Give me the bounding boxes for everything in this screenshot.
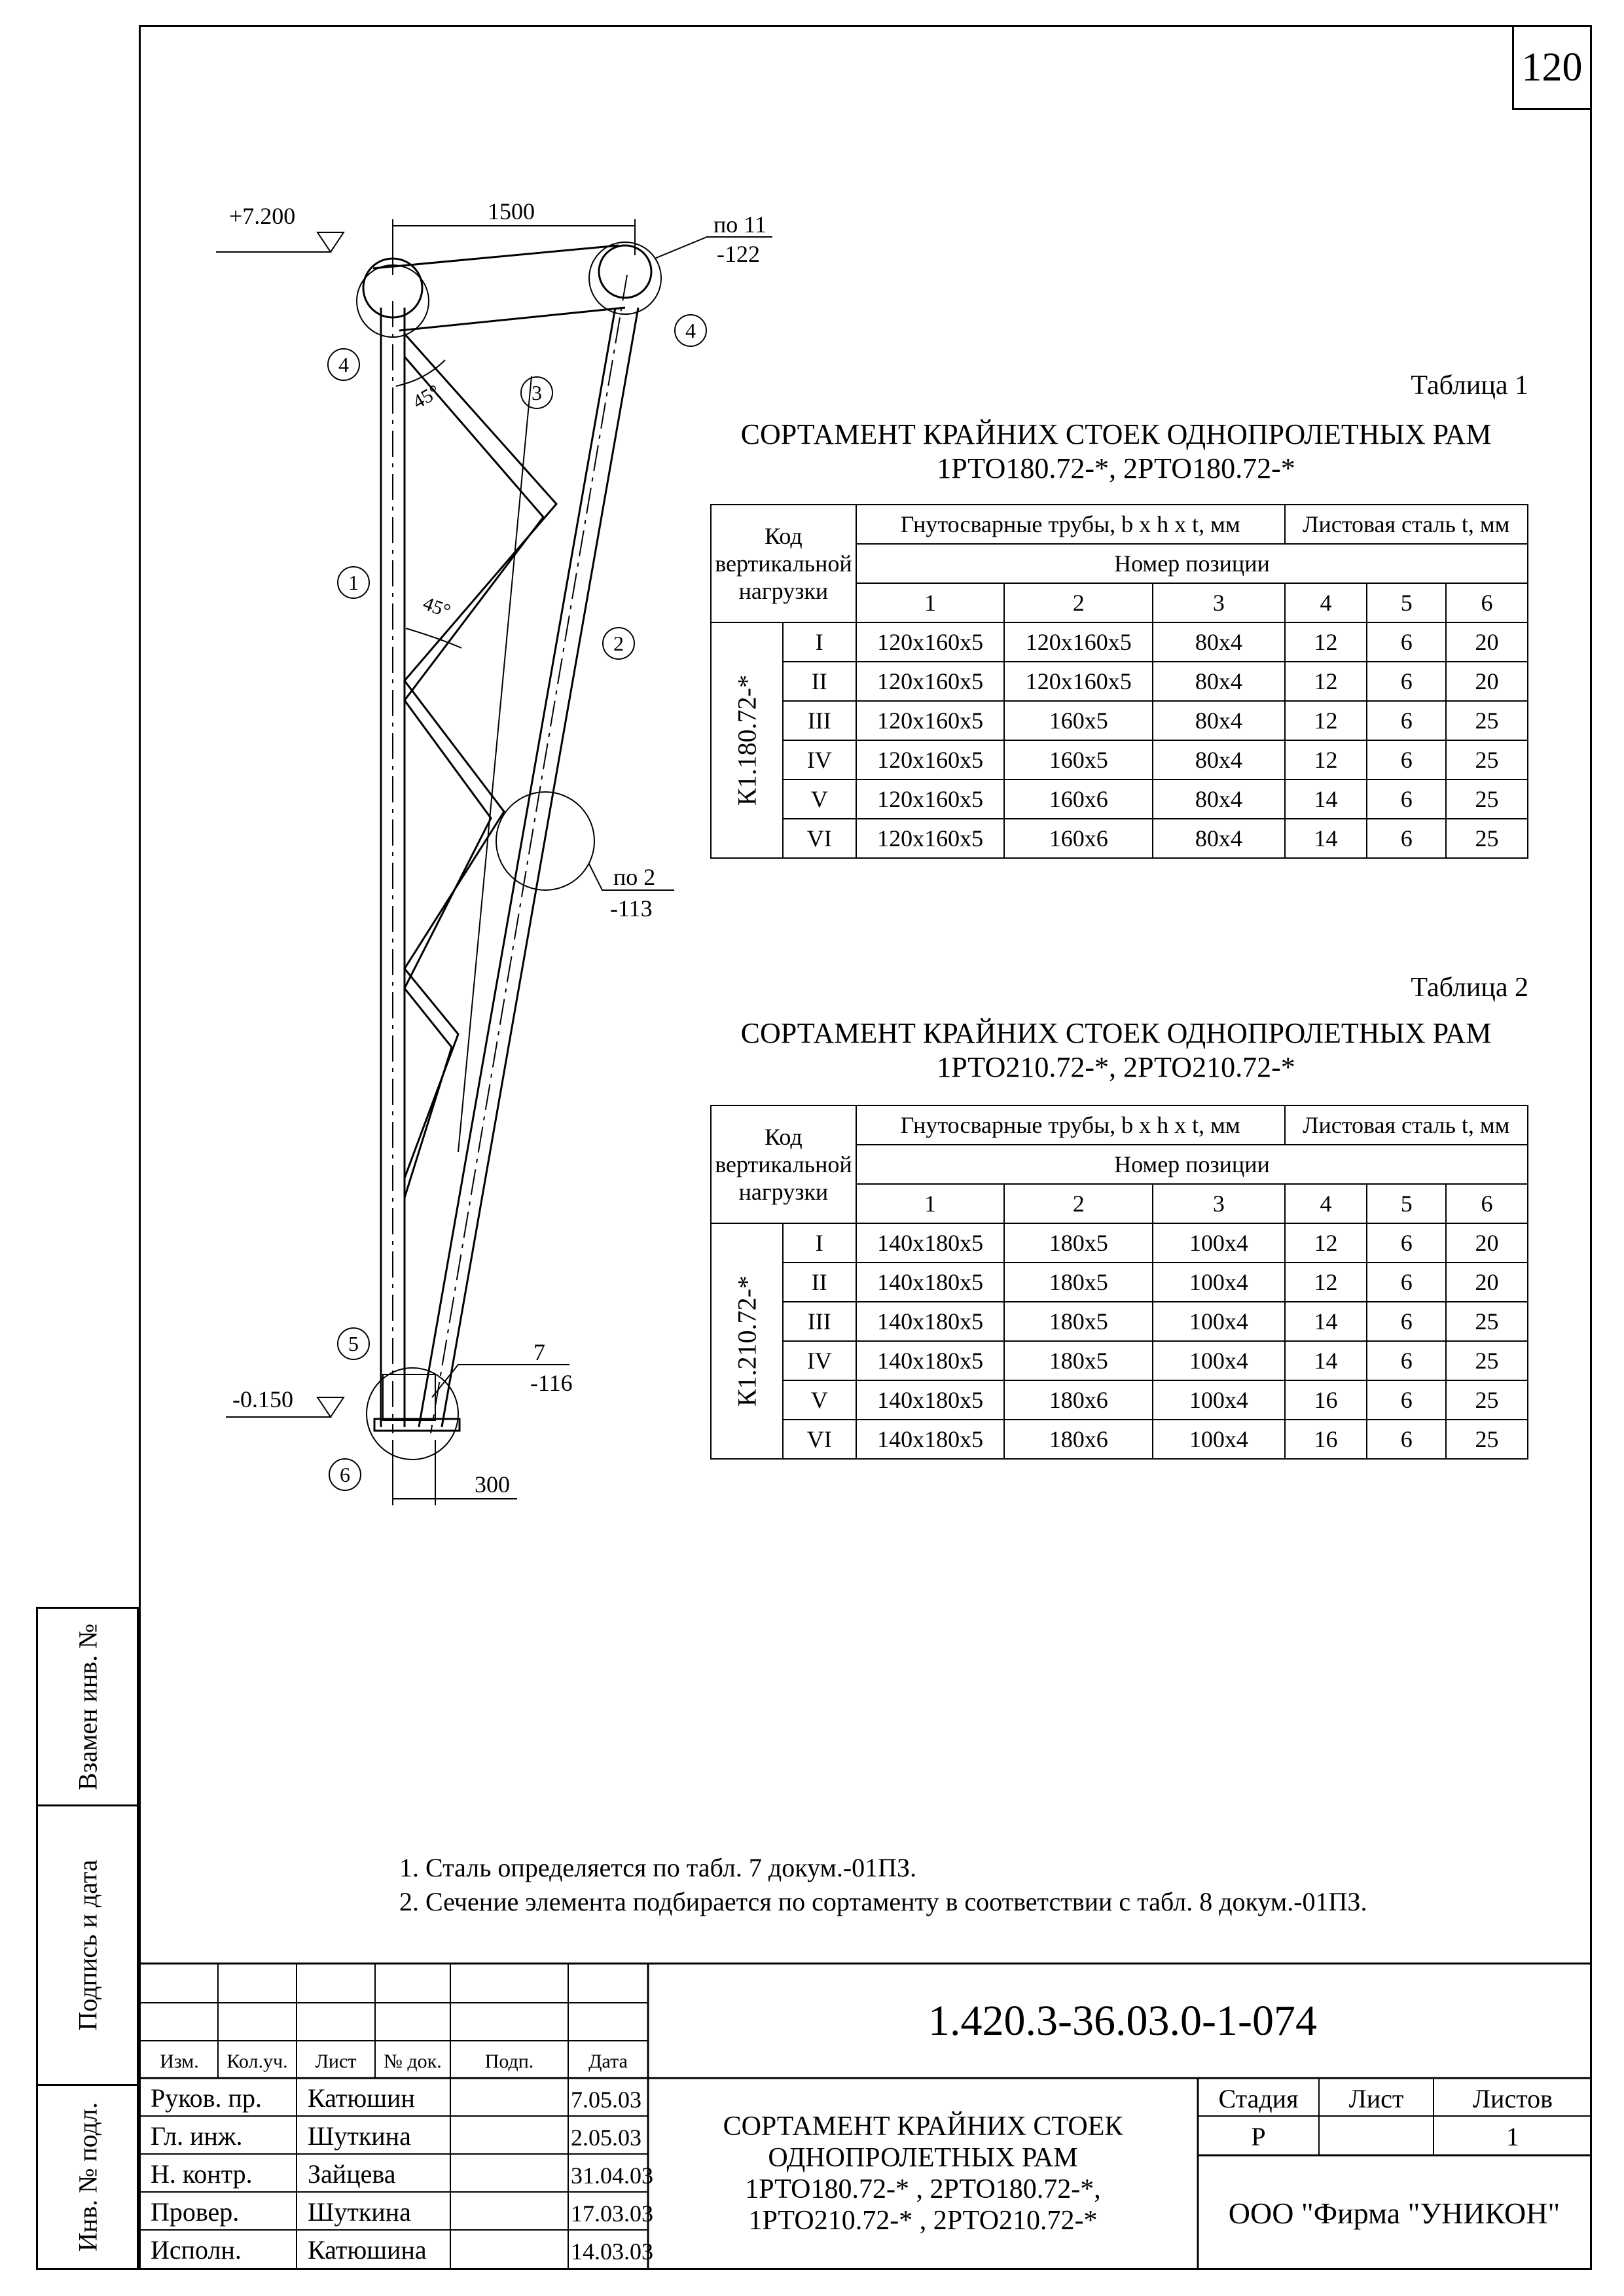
table-cell: 20 <box>1446 622 1528 662</box>
table-cell: 180х5 <box>1004 1223 1153 1263</box>
table-cell: 14 <box>1285 1302 1367 1341</box>
t2-code-l2: вертикальной <box>715 1151 852 1177</box>
table-cell: 16 <box>1285 1380 1367 1420</box>
table-cell: IV <box>783 1341 856 1380</box>
table-cell: 20 <box>1446 1263 1528 1302</box>
t2-col-5: 5 <box>1367 1184 1446 1223</box>
table-cell: 14 <box>1285 1341 1367 1380</box>
sheet-header: Лист <box>1348 2084 1404 2113</box>
table-cell: 160х6 <box>1004 780 1153 819</box>
sidebar-vzamen-label: Взамен инв. № <box>73 1623 102 1790</box>
t2-sheet-head: Листовая сталь t, мм <box>1285 1105 1528 1145</box>
table-cell: VI <box>783 1420 856 1459</box>
table-cell: 25 <box>1446 1341 1528 1380</box>
table-cell: 20 <box>1446 662 1528 701</box>
callout-bottom-1: 7 <box>533 1339 545 1365</box>
tb-date-4: 17.03.03 <box>571 2200 653 2227</box>
t2-code: К1.210.72-* <box>732 1276 762 1407</box>
tb-date-3: 31.04.03 <box>571 2162 653 2189</box>
table1-caption: Таблица 1 <box>1411 370 1528 401</box>
company-name: ООО "Фирма "УНИКОН" <box>1228 2197 1561 2230</box>
table-cell: 25 <box>1446 740 1528 780</box>
table-cell: 14 <box>1285 780 1367 819</box>
table2-title-l1: СОРТАМЕНТ КРАЙНИХ СТОЕК ОДНОПРОЛЕТНЫХ РАМ <box>740 1017 1492 1049</box>
tb-role-4: Провер. <box>151 2197 240 2227</box>
table-cell: 100х4 <box>1153 1341 1284 1380</box>
sidebar-inv-label: Инв. № подл. <box>73 2102 102 2251</box>
table-cell: V <box>783 780 856 819</box>
table-cell: II <box>783 662 856 701</box>
tb-col-list: Лист <box>315 2051 357 2072</box>
table-cell: 6 <box>1367 1223 1446 1263</box>
table-cell: 80х4 <box>1153 819 1284 858</box>
tb-col-doc: № док. <box>384 2051 442 2072</box>
table-cell: 6 <box>1367 819 1446 858</box>
table-cell: 6 <box>1367 1380 1446 1420</box>
callout-top-right-2: -122 <box>717 241 760 267</box>
table-cell: 80х4 <box>1153 740 1284 780</box>
table-cell: 140х180х5 <box>856 1380 1005 1420</box>
t1-col-4: 4 <box>1285 583 1367 622</box>
sheets-header: Листов <box>1472 2084 1553 2113</box>
t1-col-1: 1 <box>856 583 1005 622</box>
marker-3: 3 <box>532 381 542 404</box>
tb-role-2: Гл. инж. <box>151 2121 243 2151</box>
tb-name-4: Шуткина <box>308 2197 411 2227</box>
table-cell: 6 <box>1367 622 1446 662</box>
table-cell: 6 <box>1367 780 1446 819</box>
tb-role-3: Н. контр. <box>151 2159 253 2189</box>
callout-mid-1: по 2 <box>613 864 656 890</box>
tb-date-2: 2.05.03 <box>571 2125 641 2151</box>
t1-code: К1.180.72-* <box>732 675 762 806</box>
table-cell: 25 <box>1446 701 1528 740</box>
table-cell: 140х180х5 <box>856 1223 1005 1263</box>
table-cell: 100х4 <box>1153 1380 1284 1420</box>
t1-col-5: 5 <box>1367 583 1446 622</box>
tb-name-2: Шуткина <box>308 2121 411 2151</box>
table-cell: 25 <box>1446 1302 1528 1341</box>
table-cell: 140х180х5 <box>856 1263 1005 1302</box>
stage-header: Стадия <box>1218 2084 1299 2113</box>
table-cell: V <box>783 1380 856 1420</box>
t1-sheet-head: Листовая сталь t, мм <box>1285 505 1528 544</box>
t1-code-l1: Код <box>765 523 803 549</box>
sheet-title-l3: 1РТО180.72-* , 2РТО180.72-*, <box>745 2174 1101 2204</box>
table-cell: 6 <box>1367 701 1446 740</box>
sheets-value: 1 <box>1506 2122 1519 2151</box>
table-cell: 80х4 <box>1153 622 1284 662</box>
table-cell: 160х6 <box>1004 819 1153 858</box>
t2-position-head: Номер позиции <box>856 1145 1528 1184</box>
sheet-title-l4: 1РТО210.72-* , 2РТО210.72-* <box>748 2206 1098 2236</box>
table-cell: 6 <box>1367 1420 1446 1459</box>
table2-title-l2: 1РТО210.72-*, 2РТО210.72-* <box>937 1051 1295 1083</box>
stage-value: Р <box>1251 2122 1266 2151</box>
angle2-label: 45° <box>420 592 454 622</box>
sidebar-podpis-label: Подпись и дата <box>73 1859 102 2031</box>
document-code: 1.420.3-36.03.0-1-074 <box>928 1997 1317 2045</box>
t2-col-1: 1 <box>856 1184 1005 1223</box>
table-cell: 180х5 <box>1004 1302 1153 1341</box>
table-cell: III <box>783 701 856 740</box>
table1-title-l2: 1РТО180.72-*, 2РТО180.72-* <box>937 452 1295 484</box>
angle1-label: 45° <box>408 380 444 414</box>
tb-col-date: Дата <box>588 2051 628 2072</box>
table-cell: 100х4 <box>1153 1223 1284 1263</box>
marker-4a: 4 <box>338 353 349 376</box>
table-cell: 20 <box>1446 1223 1528 1263</box>
t1-code-l3: нагрузки <box>738 578 829 604</box>
t2-code-l1: Код <box>765 1124 803 1150</box>
table-cell: 25 <box>1446 819 1528 858</box>
tb-col-podp: Подп. <box>484 2051 534 2072</box>
marker-5: 5 <box>348 1332 359 1355</box>
callout-bottom-2: -116 <box>530 1370 573 1396</box>
table-cell: 12 <box>1285 1223 1367 1263</box>
table-cell: 180х6 <box>1004 1380 1153 1420</box>
table-cell: 120х160х5 <box>856 819 1005 858</box>
tb-name-3: Зайцева <box>308 2159 396 2189</box>
table-cell: 160х5 <box>1004 701 1153 740</box>
table-cell: 12 <box>1285 740 1367 780</box>
table-cell: 180х5 <box>1004 1263 1153 1302</box>
dim-bottom-label: 300 <box>475 1471 510 1498</box>
t2-pipes-head: Гнутосварные трубы, b x h x t, мм <box>856 1105 1285 1145</box>
table-cell: 12 <box>1285 701 1367 740</box>
t2-col-6: 6 <box>1446 1184 1528 1223</box>
elev-bottom-label: -0.150 <box>232 1386 293 1412</box>
sheet-title <box>648 2111 1198 2236</box>
t2-col-3: 3 <box>1153 1184 1284 1223</box>
dim-top-label: 1500 <box>488 198 535 224</box>
table-cell: 6 <box>1367 662 1446 701</box>
table-cell: I <box>783 1223 856 1263</box>
tb-date-1: 7.05.03 <box>571 2087 641 2113</box>
marker-6: 6 <box>340 1463 350 1486</box>
callout-mid-2: -113 <box>610 895 653 922</box>
t1-pipes-head: Гнутосварные трубы, b x h x t, мм <box>856 505 1285 544</box>
table-cell: 12 <box>1285 1263 1367 1302</box>
elev-top-label: +7.200 <box>229 203 296 229</box>
table-cell: 100х4 <box>1153 1302 1284 1341</box>
tb-col-kol: Кол.уч. <box>226 2051 288 2072</box>
t1-col-6: 6 <box>1446 583 1528 622</box>
tb-name-5: Катюшина <box>308 2235 427 2265</box>
table-cell: 140х180х5 <box>856 1341 1005 1380</box>
table-cell: 6 <box>1367 1263 1446 1302</box>
sheet-title-l2: ОДНОПРОЛЕТНЫХ РАМ <box>768 2143 1078 2173</box>
table-cell: 180х6 <box>1004 1420 1153 1459</box>
t1-position-head: Номер позиции <box>856 544 1528 583</box>
table-cell: 120х160х5 <box>1004 622 1153 662</box>
table-cell: 80х4 <box>1153 701 1284 740</box>
table-cell: 80х4 <box>1153 662 1284 701</box>
marker-2: 2 <box>613 632 624 655</box>
table-cell: 120х160х5 <box>1004 662 1153 701</box>
table-cell: 180х5 <box>1004 1341 1153 1380</box>
table-cell: 25 <box>1446 1420 1528 1459</box>
tb-date-5: 14.03.03 <box>571 2238 653 2265</box>
table2-caption: Таблица 2 <box>1411 973 1528 1003</box>
table-cell: 120х160х5 <box>856 780 1005 819</box>
tb-name-1: Катюшин <box>308 2083 415 2113</box>
table-cell: 12 <box>1285 662 1367 701</box>
table-cell: III <box>783 1302 856 1341</box>
table-cell: 140х180х5 <box>856 1420 1005 1459</box>
note-1: 1. Сталь определяется по табл. 7 докум.-01ПЗ. <box>399 1853 917 1882</box>
table-cell: 25 <box>1446 1380 1528 1420</box>
page-number: 120 <box>1512 25 1592 110</box>
marker-4b: 4 <box>685 319 696 342</box>
table-cell: 100х4 <box>1153 1420 1284 1459</box>
t1-code-l2: вертикальной <box>715 550 852 577</box>
table-cell: VI <box>783 819 856 858</box>
table-cell: I <box>783 622 856 662</box>
table-cell: 6 <box>1367 1341 1446 1380</box>
t2-code-l3: нагрузки <box>738 1179 829 1205</box>
table-cell: 12 <box>1285 622 1367 662</box>
table-cell: 120х160х5 <box>856 662 1005 701</box>
t2-col-4: 4 <box>1285 1184 1367 1223</box>
table-cell: 6 <box>1367 1302 1446 1341</box>
table-cell: 100х4 <box>1153 1263 1284 1302</box>
marker-1: 1 <box>348 571 359 594</box>
table-cell: 120х160х5 <box>856 740 1005 780</box>
callout-top-right-1: по 11 <box>713 211 767 238</box>
table-cell: 14 <box>1285 819 1367 858</box>
tb-role-1: Руков. пр. <box>151 2083 262 2113</box>
table-cell: 160х5 <box>1004 740 1153 780</box>
t1-col-3: 3 <box>1153 583 1284 622</box>
table-cell: 80х4 <box>1153 780 1284 819</box>
tb-col-izm: Изм. <box>160 2051 199 2072</box>
tb-role-5: Исполн. <box>151 2235 242 2265</box>
table-cell: IV <box>783 740 856 780</box>
table-cell: 16 <box>1285 1420 1367 1459</box>
table-cell: 140х180х5 <box>856 1302 1005 1341</box>
table-cell: 120х160х5 <box>856 622 1005 662</box>
t2-col-2: 2 <box>1004 1184 1153 1223</box>
note-2: 2. Сечение элемента подбирается по сортаменту в соответствии с табл. 8 докум.-01ПЗ. <box>399 1887 1367 1916</box>
table1-title-l1: СОРТАМЕНТ КРАЙНИХ СТОЕК ОДНОПРОЛЕТНЫХ РАМ <box>740 418 1492 450</box>
sheet-title-l1: СОРТАМЕНТ КРАЙНИХ СТОЕК <box>723 2111 1123 2142</box>
t1-col-2: 2 <box>1004 583 1153 622</box>
table-cell: 120х160х5 <box>856 701 1005 740</box>
table-cell: 6 <box>1367 740 1446 780</box>
table-cell: 25 <box>1446 780 1528 819</box>
table-cell: II <box>783 1263 856 1302</box>
